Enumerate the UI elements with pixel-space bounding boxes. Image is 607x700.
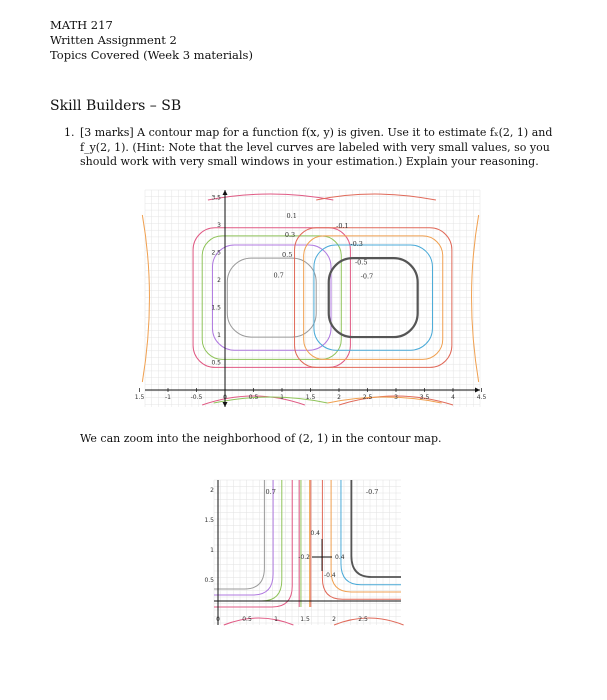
contour-label: -0.5 (354, 258, 368, 267)
contour-label: -0.7 (360, 272, 374, 281)
zoom-contour-neg0.3 (331, 480, 401, 592)
y-tick-label: 3 (217, 222, 221, 229)
course-title: MATH 217 (50, 18, 113, 32)
contour-map-full (134, 185, 487, 410)
contour-curves (142, 194, 478, 405)
zoom-x-tick-label: 0 (216, 616, 220, 623)
x-tick-label: 3 (394, 394, 398, 401)
window-label: 0.4 (310, 530, 320, 537)
x-tick-label: 1.5 (305, 394, 316, 401)
contour-arc-neg0.3 (142, 215, 149, 382)
x-tick-label: 3.5 (419, 394, 430, 401)
x-tick-label: 0 (223, 394, 227, 401)
zoom-y-tick-label: 1.5 (204, 517, 214, 524)
zoom-y-tick-label: 2 (210, 487, 214, 494)
y-tick-label: 0.5 (211, 359, 221, 367)
window-label: -0.4 (324, 572, 336, 579)
contour-level-neg0.7 (329, 258, 418, 337)
zoom-contour-0.7 (214, 480, 264, 589)
zoom-grid (214, 480, 401, 625)
y-tick-label: 2 (217, 277, 221, 284)
contour-label: -0.1 (336, 221, 349, 230)
y-tick-label: 3.5 (211, 194, 221, 202)
problem-text: [3 marks] A contour map for a function f(x, y) is given. Use it to estimate fₓ(2, 1) and f_y(2, 1). (Hint: Note that the level curves are labeled with very small values, so you should work with very small windows in your estimation.) Explain your reasoning. (80, 126, 553, 169)
zoom-y-tick-label: 0.5 (204, 577, 214, 584)
x-tick-label: -0.5 (190, 394, 203, 401)
x-tick-label: 4.5 (476, 394, 487, 401)
contour-level-neg0.1 (295, 228, 452, 368)
problem-number: 1. (64, 126, 75, 139)
contour-level-0.5 (212, 245, 331, 350)
contour-level-0.3 (202, 236, 341, 359)
y-axis-arrow (223, 190, 228, 195)
zoom-x-tick-label: 2.5 (358, 616, 368, 623)
zoom-contour-label: -0.7 (365, 488, 379, 496)
y-tick-label: 2.5 (211, 249, 221, 257)
x-tick-label: 1.5 (134, 394, 145, 401)
contour-arc-neg0.1 (316, 194, 436, 200)
zoom-x-tick-label: 0.5 (242, 616, 252, 623)
contour-map-zoom (196, 477, 401, 627)
x-axis-arrow (475, 388, 480, 393)
x-tick-label: -1 (165, 394, 171, 401)
zoom-x-tick-label: 1.5 (300, 616, 310, 623)
x-tick-label: 1 (280, 394, 284, 401)
x-tick-label: 2.5 (362, 394, 373, 401)
zoom-arc-neg0.1 (334, 618, 404, 625)
window-label: -0.2 (298, 554, 310, 561)
zoom-x-tick-label: 2 (332, 616, 336, 623)
zoom-labels (204, 487, 378, 623)
zoom-arc-0.1 (224, 618, 294, 625)
contour-level-neg0.3 (304, 236, 443, 359)
zoom-contour-neg0.1 (322, 480, 401, 599)
contour-grid (145, 190, 480, 407)
y-tick-label: 1 (217, 332, 221, 339)
section-title: Skill Builders – SB (50, 98, 182, 114)
contour-labels (135, 195, 487, 402)
contour-label: 0.5 (282, 250, 293, 259)
contour-axes (140, 190, 482, 407)
zoom-y-tick-label: 1 (210, 547, 214, 554)
window-label: 0.4 (335, 554, 345, 561)
zoom-caption: We can zoom into the neighborhood of (2, 1) in the contour map. (80, 432, 442, 445)
contour-label: 0.3 (284, 231, 296, 240)
x-tick-label: 2 (337, 394, 341, 401)
contour-level-neg0.5 (314, 245, 433, 350)
contour-label: 0.1 (286, 211, 297, 220)
assignment-title: Written Assignment 2 (50, 33, 177, 47)
x-tick-label: 0.5 (248, 394, 259, 401)
contour-arc-neg0.3 (472, 215, 479, 382)
contour-label: -0.3 (350, 239, 363, 248)
x-tick-label: 4 (451, 394, 455, 401)
y-tick-label: 1.5 (211, 304, 221, 312)
contour-label: 0.7 (273, 271, 284, 280)
zoom-contour-label: 0.7 (265, 488, 276, 496)
topics-line: Topics Covered (Week 3 materials) (50, 48, 253, 62)
zoom-x-tick-label: 1 (274, 616, 278, 623)
contour-level-0.7 (227, 258, 316, 337)
